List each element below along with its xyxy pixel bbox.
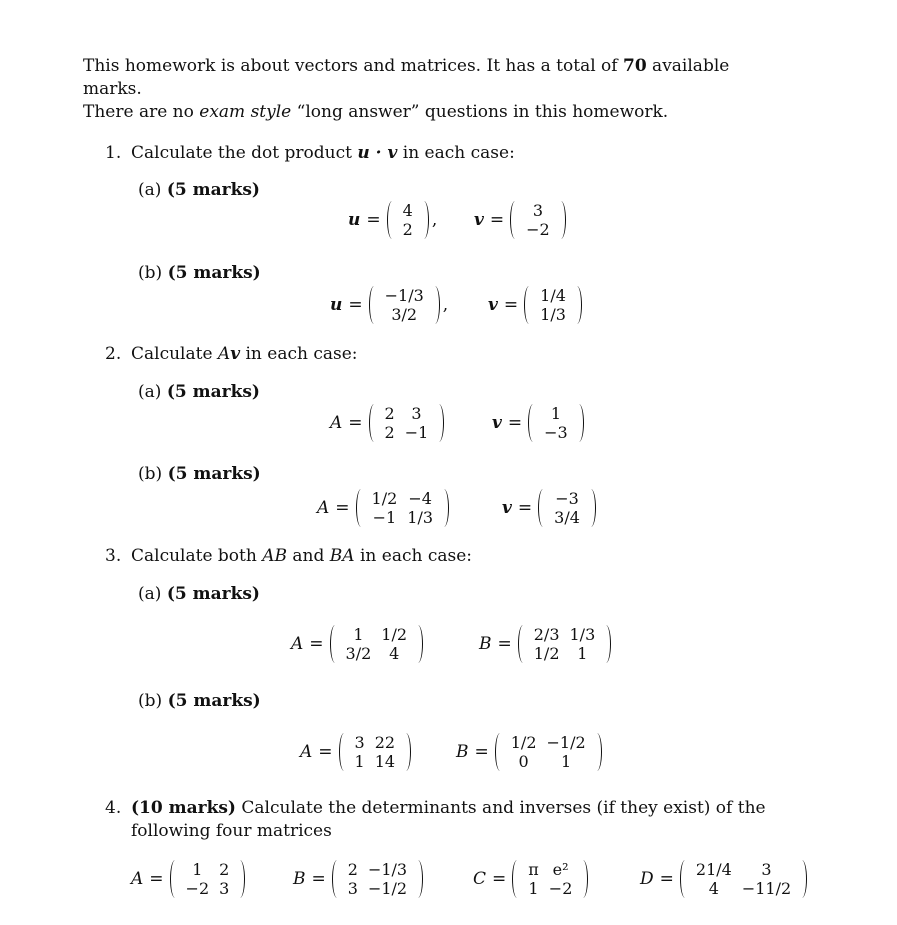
q2b-v-equation: v = −3 3/4	[502, 489, 596, 527]
matrix-entry: −1/2	[546, 733, 586, 752]
matrix-entry: 3	[219, 879, 230, 898]
matrix-entries	[539, 404, 573, 442]
right-paren	[434, 404, 444, 442]
matrix	[356, 489, 450, 527]
matrix-entries	[343, 860, 412, 898]
left-paren	[512, 860, 522, 898]
matrix-entries	[341, 625, 413, 663]
question-1-text: Calculate the dot product u · v in each case:	[131, 143, 515, 163]
matrix-entry: 1	[577, 644, 588, 663]
matrix-entries	[398, 201, 418, 239]
left-paren	[495, 733, 505, 771]
q4-D-equation: D = 21/4 3 4 −11/2	[640, 860, 807, 898]
q4-A-equation: A = 1 2 −2 3	[131, 860, 245, 898]
intro-line-1: This homework is about vectors and matrices. It has a total of 70 available	[83, 56, 730, 76]
matrix-entry: 2	[384, 404, 395, 423]
right-paren	[401, 733, 411, 771]
matrix-entry: 4	[708, 879, 719, 898]
matrix	[680, 860, 807, 898]
left-paren	[339, 733, 349, 771]
right-paren	[413, 625, 423, 663]
matrix-entries	[535, 286, 571, 324]
matrix-entry: −2	[526, 220, 550, 239]
matrix-entry: 1	[192, 860, 203, 879]
matrix-entry: 2	[402, 220, 413, 239]
matrix-entry: 1/3	[569, 625, 596, 644]
matrix-entry: π	[528, 860, 539, 879]
matrix-entry: e²	[552, 860, 569, 879]
left-paren	[330, 625, 340, 663]
q1b-u-equation: u = −1/3 3/2 ,	[330, 286, 449, 324]
matrix-entries	[181, 860, 235, 898]
matrix-entry: 1/2	[533, 644, 560, 663]
question-1-number: 1.	[105, 143, 122, 163]
right-paren	[235, 860, 245, 898]
matrix	[339, 733, 412, 771]
q2b-A-equation: A = 1/2 −4 −1 1/3	[317, 489, 449, 527]
matrix-entry: −1	[372, 508, 397, 527]
matrix-entry: 1/3	[540, 305, 566, 324]
matrix	[330, 625, 424, 663]
matrix-entries	[506, 733, 591, 771]
question-3-number: 3.	[105, 546, 122, 566]
question-2-text: Calculate Av in each case:	[131, 344, 358, 364]
question-4-text-line-2: following four matrices	[131, 821, 332, 841]
q2a-label: (a) (5 marks)	[138, 382, 260, 402]
right-paren	[556, 201, 566, 239]
matrix-entries	[367, 489, 439, 527]
q2a-v-equation: v = 1 −3	[492, 404, 584, 442]
right-paren	[586, 489, 596, 527]
left-paren	[538, 489, 548, 527]
matrix-entry: 2	[219, 860, 230, 879]
matrix-entry: 1	[560, 752, 572, 771]
left-paren	[510, 201, 520, 239]
matrix-entry: 2	[384, 423, 395, 442]
matrix	[369, 286, 440, 324]
left-paren	[356, 489, 366, 527]
right-paren	[574, 404, 584, 442]
matrix-entry: 3	[354, 733, 365, 752]
matrix	[332, 860, 423, 898]
q2b-label: (b) (5 marks)	[138, 464, 261, 484]
right-paren	[592, 733, 602, 771]
matrix-entry: 3/2	[345, 644, 372, 663]
matrix-entry: 21/4	[695, 860, 732, 879]
right-paren	[419, 201, 429, 239]
matrix-entries	[549, 489, 585, 527]
q3a-B-equation: B = 2/3 1/3 1/2 1	[479, 625, 611, 663]
matrix-entry: −1/3	[367, 860, 408, 879]
q2a-A-equation: A = 2 3 2 −1	[330, 404, 444, 442]
left-paren	[387, 201, 397, 239]
q4-C-equation: C = π e² 1 −2	[473, 860, 588, 898]
left-paren	[369, 286, 379, 324]
question-4-number: 4.	[105, 798, 122, 818]
matrix-entry: 1/2	[381, 625, 408, 644]
matrix	[369, 404, 445, 442]
matrix-entry: 3	[761, 860, 772, 879]
q3a-label: (a) (5 marks)	[138, 584, 260, 604]
matrix-entries	[523, 860, 577, 898]
matrix	[524, 286, 582, 324]
left-paren	[170, 860, 180, 898]
matrix-entry: −1/2	[367, 879, 408, 898]
right-paren	[797, 860, 807, 898]
matrix-entry: 1	[550, 404, 562, 423]
q1b-label: (b) (5 marks)	[138, 263, 261, 283]
question-3-text: Calculate both AB and BA in each case:	[131, 546, 472, 566]
matrix-entry: 3/2	[391, 305, 418, 324]
matrix-entries	[380, 286, 429, 324]
right-paren	[578, 860, 588, 898]
matrix-entry: −2	[548, 879, 573, 898]
left-paren	[680, 860, 690, 898]
matrix-entries	[521, 201, 555, 239]
matrix-entry: 1/2	[510, 733, 537, 752]
matrix	[510, 201, 566, 239]
matrix	[538, 489, 596, 527]
matrix-entry: −3	[544, 423, 568, 442]
matrix-entry: 3	[411, 404, 422, 423]
right-paren	[439, 489, 449, 527]
matrix-entry: −1	[404, 423, 429, 442]
left-paren	[528, 404, 538, 442]
matrix-entry: 3/4	[554, 508, 580, 527]
matrix-entry: 1/2	[371, 489, 398, 508]
matrix-entries	[350, 733, 401, 771]
matrix-entry: 1/4	[540, 286, 566, 305]
matrix-entry: −4	[408, 489, 432, 508]
matrix-entry: −2	[185, 879, 210, 898]
left-paren	[332, 860, 342, 898]
matrix-entry: 3	[532, 201, 544, 220]
question-4-text: (10 marks) Calculate the determinants and inverses (if they exist) of the	[131, 798, 766, 818]
q4-B-equation: B = 2 −1/3 3 −1/2	[293, 860, 423, 898]
matrix-entry: 0	[518, 752, 529, 771]
left-paren	[369, 404, 379, 442]
matrix-entry: 1	[353, 625, 364, 644]
matrix	[512, 860, 588, 898]
matrix-entry: 1/3	[407, 508, 434, 527]
q3b-B-equation: B = 1/2 −1/2 0 1	[456, 733, 602, 771]
q1a-label: (a) (5 marks)	[138, 180, 260, 200]
matrix-entries	[529, 625, 601, 663]
intro-line-2: marks.	[83, 79, 142, 99]
q3b-A-equation: A = 3 22 1 14	[300, 733, 411, 771]
matrix-entries	[691, 860, 796, 898]
matrix-entry: 1	[354, 752, 365, 771]
q3b-label: (b) (5 marks)	[138, 691, 261, 711]
matrix	[528, 404, 584, 442]
q1b-v-equation: v = 1/4 1/3	[488, 286, 582, 324]
q1a-u-equation: u = 4 2 ,	[348, 201, 438, 239]
right-paren	[601, 625, 611, 663]
right-paren	[572, 286, 582, 324]
matrix	[518, 625, 612, 663]
matrix-entry: 2/3	[533, 625, 560, 644]
matrix-entry: 4	[402, 201, 413, 220]
matrix-entry: 1	[528, 879, 539, 898]
right-paren	[413, 860, 423, 898]
matrix-entry: −11/2	[741, 879, 792, 898]
intro-line-3: There are no exam style “long answer” questions in this homework.	[83, 102, 669, 122]
left-paren	[518, 625, 528, 663]
matrix	[170, 860, 246, 898]
matrix	[387, 201, 429, 239]
matrix	[495, 733, 602, 771]
matrix-entry: −3	[555, 489, 579, 508]
matrix-entries	[380, 404, 434, 442]
matrix-entry: −1/3	[384, 286, 424, 305]
q3a-A-equation: A = 1 1/2 3/2 4	[291, 625, 423, 663]
matrix-entry: 3	[347, 879, 358, 898]
matrix-entry: 2	[347, 860, 358, 879]
matrix-entry: 4	[389, 644, 400, 663]
q1a-v-equation: v = 3 −2	[474, 201, 566, 239]
matrix-entry: 14	[374, 752, 396, 771]
question-2-number: 2.	[105, 344, 122, 364]
left-paren	[524, 286, 534, 324]
right-paren	[430, 286, 440, 324]
matrix-entry: 22	[374, 733, 396, 752]
